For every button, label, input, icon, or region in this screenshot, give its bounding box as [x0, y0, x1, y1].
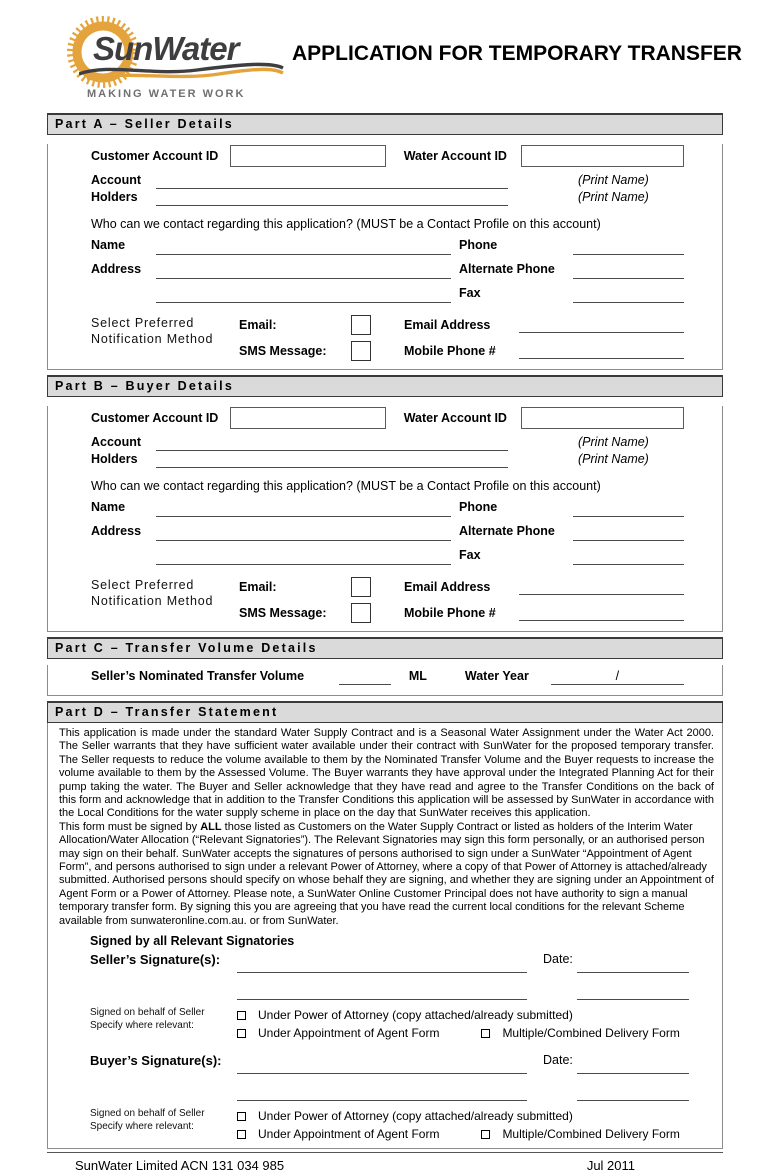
address-label: Address: [91, 524, 142, 538]
buyer-signature-field-2[interactable]: [237, 1075, 527, 1101]
address-label: Address: [91, 262, 142, 276]
seller-signature-row-2: [90, 974, 714, 1001]
part-d-transfer-statement: [47, 701, 723, 1149]
buyer-address-row: [91, 518, 684, 541]
spacer: [90, 974, 237, 1001]
masthead: [65, 12, 742, 108]
email-address-label: Email Address: [404, 580, 491, 594]
holders-label: Holders: [91, 190, 138, 204]
buyer-account-id-row: [91, 406, 684, 430]
logo-art: [65, 12, 280, 84]
seller-contact-name-field[interactable]: [156, 235, 451, 255]
buyer-date-field-2[interactable]: [577, 1075, 689, 1101]
seller-address-field-2[interactable]: [156, 283, 451, 303]
seller-multiple-delivery-checkbox[interactable]: [481, 1029, 490, 1038]
name-label: Name: [91, 500, 126, 514]
signed-by-heading: Signed by all Relevant Signatories: [90, 934, 295, 949]
behalf-label: [90, 1105, 237, 1142]
seller-sms-checkbox[interactable]: [351, 341, 371, 361]
nominated-volume-label: Seller’s Nominated Transfer Volume: [91, 669, 305, 683]
part-b-body: [47, 406, 723, 632]
behalf-label-line1: Signed on behalf of Seller: [90, 1007, 205, 1019]
behalf-label: [90, 1004, 237, 1041]
water-year-field[interactable]: [551, 667, 684, 685]
part-c-transfer-volume: [47, 637, 723, 696]
seller-phone-field[interactable]: [573, 235, 684, 255]
seller-account-holders: [91, 172, 684, 206]
print-name-label: (Print Name): [578, 173, 649, 187]
notify-label-line2: Notification Method: [91, 332, 214, 346]
seller-address-row: [91, 256, 684, 279]
customer-account-id-label: Customer Account ID: [91, 149, 219, 163]
seller-behalf-row: [90, 1004, 714, 1041]
holder-lines: [156, 172, 564, 206]
account-holders-label: [91, 172, 156, 206]
spacer: [90, 1075, 237, 1102]
print-name-labels: [564, 172, 684, 206]
seller-alternate-phone-field[interactable]: [573, 259, 684, 279]
buyer-sms-checkbox[interactable]: [351, 603, 371, 623]
statement-paragraph-2-pre: This form must be signed by: [59, 820, 201, 833]
fax-label: Fax: [459, 548, 481, 562]
logo-tagline: MAKING WATER WORK: [87, 88, 246, 100]
account-label: Account: [91, 173, 141, 187]
part-c-header: Part C – Transfer Volume Details: [47, 637, 723, 659]
part-b-header: Part B – Buyer Details: [47, 375, 723, 397]
email-label: Email:: [239, 318, 277, 332]
name-label: Name: [91, 238, 126, 252]
fax-label: Fax: [459, 286, 481, 300]
sms-label: SMS Message:: [239, 344, 327, 358]
notify-grid: [239, 577, 684, 623]
buyer-signature-row-1: [90, 1053, 714, 1075]
company-acn: SunWater Limited ACN 131 034 985: [75, 1158, 285, 1173]
multiple-delivery-label: Multiple/Combined Delivery Form: [502, 1026, 680, 1041]
notification-method-label: [91, 577, 239, 623]
seller-holder-name-field-1[interactable]: [156, 172, 508, 189]
notification-method-label: [91, 315, 239, 361]
page-footer: [47, 1152, 723, 1173]
buyer-email-address-field[interactable]: [519, 579, 684, 595]
alternate-phone-label: Alternate Phone: [459, 262, 555, 276]
buyer-multiple-delivery-checkbox[interactable]: [481, 1130, 490, 1139]
phone-label: Phone: [459, 500, 498, 514]
buyer-address-field-2[interactable]: [156, 545, 451, 565]
seller-mobile-phone-field[interactable]: [519, 343, 684, 359]
sms-label: SMS Message:: [239, 606, 327, 620]
buyer-name-row: [91, 494, 684, 517]
behalf-label-line2: Specify where relevant:: [90, 1019, 194, 1031]
seller-name-row: [91, 232, 684, 255]
seller-contact-question: Who can we contact regarding this application? (MUST be a Contact Profile on this account): [91, 217, 601, 231]
email-address-label: Email Address: [404, 318, 491, 332]
seller-date-field-2[interactable]: [577, 974, 689, 1000]
buyer-holder-name-field-2[interactable]: [156, 451, 508, 468]
seller-address-field-1[interactable]: [156, 259, 451, 279]
part-c-body: [47, 665, 723, 696]
buyer-agent-form-checkbox[interactable]: [237, 1130, 246, 1139]
buyer-address-field-1[interactable]: [156, 521, 451, 541]
notify-grid: [239, 315, 684, 361]
seller-holder-name-field-2[interactable]: [156, 189, 508, 206]
buyer-signature-block: [90, 1053, 714, 1142]
seller-fax-field[interactable]: [573, 283, 684, 303]
seller-signature-field-2[interactable]: [237, 974, 527, 1000]
buyer-power-of-attorney-checkbox[interactable]: [237, 1112, 246, 1121]
seller-behalf-options: [237, 1004, 714, 1041]
seller-agent-row: [237, 1025, 714, 1041]
seller-address2-row: [91, 280, 684, 303]
spacer: [527, 1075, 577, 1102]
version-date: Jul 2011: [586, 1158, 635, 1173]
seller-email-checkbox[interactable]: [351, 315, 371, 335]
seller-poa-row: [237, 1007, 714, 1023]
seller-power-of-attorney-checkbox[interactable]: [237, 1011, 246, 1020]
spacer: [527, 974, 577, 1001]
year-slash: /: [615, 669, 620, 683]
print-name-label: (Print Name): [578, 452, 649, 466]
holders-label: Holders: [91, 452, 138, 466]
notify-label-line1: Select Preferred: [91, 578, 195, 592]
part-b-buyer-details: [47, 375, 723, 632]
multiple-delivery-label: Multiple/Combined Delivery Form: [502, 1127, 680, 1142]
buyer-contact-name-field[interactable]: [156, 497, 451, 517]
buyer-water-account-id-input[interactable]: [521, 407, 684, 429]
buyer-mobile-phone-field[interactable]: [519, 605, 684, 621]
seller-signature-row-1: [90, 952, 714, 974]
sunwater-logo: [65, 12, 280, 108]
mobile-phone-label: Mobile Phone #: [404, 344, 496, 358]
water-account-id-label: Water Account ID: [403, 149, 507, 163]
print-name-label: (Print Name): [578, 190, 649, 204]
holder-lines: [156, 434, 564, 468]
buyer-signature-field-1[interactable]: [237, 1053, 527, 1074]
part-a-body: [47, 144, 723, 370]
seller-agent-form-checkbox[interactable]: [237, 1029, 246, 1038]
seller-date-field-1[interactable]: [577, 952, 689, 973]
water-account-id-label: Water Account ID: [403, 411, 507, 425]
logo-wordmark: SunWater: [93, 30, 239, 67]
part-d-header: Part D – Transfer Statement: [47, 701, 723, 723]
seller-signature-label: Seller’s Signature(s):: [90, 952, 221, 968]
buyer-address2-row: [91, 542, 684, 565]
buyer-customer-account-id-input[interactable]: [230, 407, 385, 429]
seller-account-id-row: [91, 144, 684, 168]
ml-label: ML: [408, 669, 427, 683]
behalf-label-line2: Specify where relevant:: [90, 1120, 194, 1132]
seller-signature-block: [90, 952, 714, 1041]
statement-paragraph-2: [59, 821, 714, 928]
buyer-poa-row: [237, 1108, 714, 1124]
print-name-label: (Print Name): [578, 435, 649, 449]
power-of-attorney-label: Under Power of Attorney (copy attached/already submitted): [258, 1109, 573, 1124]
behalf-label-line1: Signed on behalf of Seller: [90, 1108, 205, 1120]
water-year-label: Water Year: [464, 669, 529, 683]
buyer-notification-method: [91, 577, 684, 623]
agent-form-label: Under Appointment of Agent Form: [258, 1127, 440, 1142]
buyer-date-field-1[interactable]: [577, 1053, 689, 1074]
buyer-fax-field[interactable]: [573, 545, 684, 565]
buyer-agent-row: [237, 1126, 714, 1142]
part-a-header: Part A – Seller Details: [47, 113, 723, 135]
power-of-attorney-label: Under Power of Attorney (copy attached/already submitted): [258, 1008, 573, 1023]
date-label: Date:: [543, 952, 573, 967]
part-a-seller-details: [47, 113, 723, 370]
notify-label-line1: Select Preferred: [91, 316, 195, 330]
print-name-labels: [564, 434, 684, 468]
transfer-volume-field[interactable]: [339, 667, 391, 685]
alternate-phone-label: Alternate Phone: [459, 524, 555, 538]
buyer-account-holders: [91, 434, 684, 468]
buyer-phone-field[interactable]: [573, 497, 684, 517]
date-label: Date:: [543, 1053, 573, 1068]
seller-water-account-id-input[interactable]: [521, 145, 684, 167]
buyer-signature-row-2: [90, 1075, 714, 1102]
seller-signature-field-1[interactable]: [237, 952, 527, 973]
phone-label: Phone: [459, 238, 498, 252]
transfer-volume-row: [91, 665, 684, 687]
statement-paragraph-1: This application is made under the standard Water Supply Contract and is a Seasonal Water Assignment under the Water Act 2000. The Seller warrants that they have sufficient water available under their contract with SunWater for the proposed temporary transfer. The Seller requests to reduce the volume available to them by the Nominated Transfer Volume and the Buyer requests to increase the volume available to them by the Assessed Volume. The Buyer warrants they have approval under the Integrated Planning Act for their pump taking the water. The Buyer and Seller acknowledge that they have read and agree to the Transfer Conditions on the back of this form and acknowledge that in addition to the Transfer Conditions this application will be assessed by SunWater in accordance with the Local Conditions for the water supply scheme in place on the day that SunWater receives this application.: [59, 727, 714, 820]
statement-paragraph-2-post: those listed as Customers on the Water Supply Contract or listed as holders of the Interim Water Allocation/Water Allocation (“Relevant Signatories”). The Relevant Signatories may sign this form personally, or an authorised person may sign on their behalf. SunWater accepts the signatures of persons authorised to sign under a SunWater “Appointment of Agent Form”, and persons authorised to sign under a relevant Power of Attorney, where a copy of that Power of Attorney is attached/already submitted. Authorised persons should specify on whose behalf they are signing, and whether they are signing under an Appointment of Agent Form or a Power of Attorney. Please note, a SunWater Online Customer Principal does not have authority to sign a manual temporary transfer form. By signing this you are agreeing that you have read the current local conditions for the relevant Scheme available from sunwateronline.com.au. or from SunWater.: [59, 820, 714, 927]
buyer-contact-question: Who can we contact regarding this application? (MUST be a Contact Profile on this account): [91, 479, 601, 493]
account-holders-label: [91, 434, 156, 468]
statement-paragraph-2-all: ALL: [200, 820, 222, 833]
buyer-signature-label: Buyer’s Signature(s):: [90, 1053, 222, 1069]
buyer-alternate-phone-field[interactable]: [573, 521, 684, 541]
customer-account-id-label: Customer Account ID: [91, 411, 219, 425]
seller-email-address-field[interactable]: [519, 317, 684, 333]
agent-form-label: Under Appointment of Agent Form: [258, 1026, 440, 1041]
part-d-body: [47, 723, 723, 1149]
seller-notification-method: [91, 315, 684, 361]
mobile-phone-label: Mobile Phone #: [404, 606, 496, 620]
account-label: Account: [91, 435, 141, 449]
buyer-behalf-options: [237, 1105, 714, 1142]
seller-customer-account-id-input[interactable]: [230, 145, 385, 167]
buyer-behalf-row: [90, 1105, 714, 1142]
email-label: Email:: [239, 580, 277, 594]
buyer-email-checkbox[interactable]: [351, 577, 371, 597]
page-title: APPLICATION FOR TEMPORARY TRANSFER: [292, 42, 742, 65]
buyer-holder-name-field-1[interactable]: [156, 434, 508, 451]
notify-label-line2: Notification Method: [91, 594, 214, 608]
